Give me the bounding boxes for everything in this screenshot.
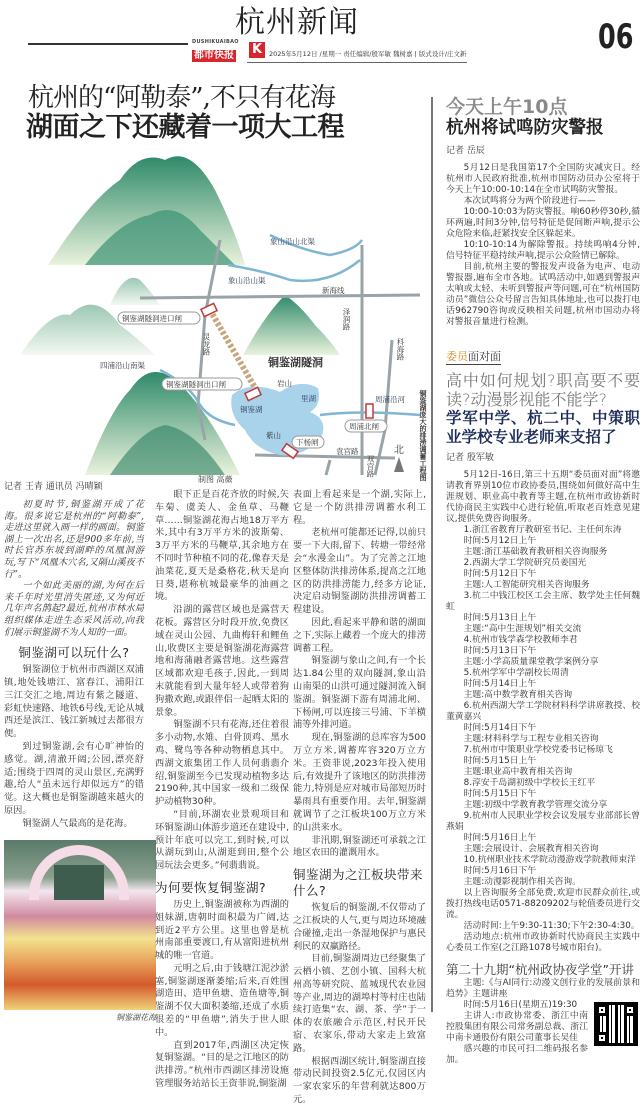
- paragraph: 10:10-10:14为解除警报。持续鸣响4分钟,信号特征平稳持续声响,提示公众险情已解除。: [446, 240, 640, 261]
- consult-list-item: 主题:会展设计、会展教育相关咨询: [463, 844, 599, 854]
- consult-list-item: 时间:5月14日上午: [463, 679, 537, 689]
- column-tag-highlight: 委员: [446, 350, 468, 363]
- paragraph: 主讲人:市政协常委、浙江中南控股集团有限公司常务副总裁、浙江中南卡通股份有限公司董事长吴佳: [446, 1011, 588, 1043]
- consult-list-item: 主题:初级中学教育教学管理交流分享: [463, 800, 608, 810]
- map-label: 铜鉴湖隧洞出口闸: [166, 380, 226, 389]
- byline: 记者 王青 通讯员 冯晴颖: [4, 482, 103, 492]
- flower-field-photo: [4, 840, 156, 1010]
- article-column-2: [155, 489, 289, 1091]
- article-column-1: [4, 481, 156, 1023]
- map-label: 周浦北闸: [349, 422, 379, 431]
- paragraph: 以上咨询服务全部免费,欢迎市民群众前往,或拨打热线电话0571-88209202与轮值委员进行交流。: [446, 888, 640, 920]
- byline: 记者 殷军敏: [446, 453, 494, 463]
- paragraph: 目前,杭州主要的警报发声设备为电声、电动警报器,遍布全市各地。试鸣活动中,如遇到警报声太响或太轻、未听到警报声等问题,可在“杭州国防动员”微信公众号留言告知具体地址,也可以拨打电话962790咨询或反映相关问题,杭州市国动办将对警报音量进行检测。: [446, 262, 640, 327]
- right-column: [446, 97, 640, 1066]
- consult-list-item: 时间:5月16日下午: [463, 866, 537, 876]
- qr-code-icon[interactable]: [594, 1002, 638, 1046]
- divider: [28, 43, 188, 45]
- side-article-title: 学军中学、杭二中、中策职业学校专业老师来支招了: [446, 409, 640, 446]
- map-label: 下杨闸: [296, 438, 319, 447]
- column-divider: [431, 97, 433, 1012]
- north-arrow-icon: [394, 457, 404, 472]
- map-illustration: [0, 140, 430, 480]
- paragraph: 5月12日是我国第17个全国防灾减灾日。经杭州市人民政府批准,杭州市国防动员办公室将于今天上午10:00-10:14在全市试鸣防灾警报。: [446, 163, 640, 195]
- consult-list-item: 3.杭二中钱江校区工会主席、数学处主任何魏虹: [446, 591, 640, 612]
- headline: 湖面之下还藏着一项大工程: [26, 112, 344, 143]
- paragraph: 眼下正是百花齐放的时候,矢车菊、虞美人、金鱼草、马鞭草……铜鉴湖花海占地18万平方米,其中有3万平方米的波斯菊、3万平方米的马鞭草,其余地方在不同时节种植不同的花,像春天是油菜花,夏天是桑格花,秋天是向日葵,堪称杭城最豪华的油画之境。: [155, 489, 289, 603]
- consult-list-item: 5.杭州学军中学副校长周清: [463, 668, 569, 678]
- dateline: 2025年5月12日 /星期一 责任编辑/殷军敏 魏树嘉 | 版式设计/庄文新: [269, 50, 467, 58]
- map-label: 周浦沿河: [375, 395, 405, 404]
- divider: [247, 62, 467, 63]
- side-article-title: 杭州将试鸣防灾警报: [446, 118, 604, 138]
- page-number: 06: [598, 17, 634, 57]
- side-article-alarm: [446, 145, 640, 328]
- consult-list-item: 时间:5月14日下午: [463, 723, 537, 733]
- paragraph: 铜鉴湖人气最高的是花海。: [22, 817, 133, 829]
- subheading: 为何要恢复铜鉴湖?: [155, 879, 267, 895]
- consult-list-item: 时间:5月15日上午: [463, 756, 537, 766]
- consult-list-item: 1.浙江省教育厅教研室书记、主任何东涛: [463, 525, 622, 535]
- paragraph: 活动地点:杭州市政协新时代协商民主实践中心委员工作室(之江路1078号城市阳台)。: [446, 932, 640, 953]
- paragraph: 表面上看起来是一个湖,实际上,它是一个防洪排涝调蓄水利工程。: [293, 489, 426, 526]
- paragraph: 一个如此美丽的湖,为何在后来千年时光里消失匿迹,又为何近几年声名鹊起?最近,杭州市林水局组织媒体走进生态采风活动,向我们展示铜鉴湖不为人知的一面。: [4, 580, 144, 638]
- headline-kicker: 杭州的“阿勒泰”,不只有花海: [28, 83, 335, 113]
- newspaper-logo: [192, 40, 246, 62]
- side-article-question: 高中如何规划?职高要不要读?动漫影视能不能学?: [446, 371, 640, 409]
- column-tag-rest: 面对面: [468, 350, 501, 363]
- consult-list-item: 8.淳安千岛湖初级中学校长王红平: [463, 778, 596, 788]
- paragraph: 现在,铜鉴湖的总库容为500万立方米,调蓄库容320万立方米。王资菲说,2023年投入使用后,有效提升了该地区的防洪排涝能力,特别是应对城市局部短历时暴雨具有重要作用。去年,铜鉴湖就调节了之江板块100万立方米的山洪来水。: [293, 732, 426, 833]
- map-label: 象山沿山北渠: [270, 237, 315, 246]
- map-label: 紫山: [266, 431, 281, 440]
- map-label: 铜鉴湖隧洞进口闸: [122, 314, 182, 323]
- paragraph: 恢复后的铜鉴湖,不仅带动了之江板块的人气,更与周边环境融合碰撞,走出一条湿地保护与惠民利民的双赢路径。: [293, 902, 426, 952]
- paragraph: 铜鉴湖与象山之间,有一个长达1.84公里的双向隧洞,象山沿山南渠的山洪可通过隧洞流入铜鉴湖。铜鉴湖下游有周浦北闸、下杨闸,可以连接三号浦、下羊横浦等外排河道。: [293, 655, 426, 731]
- consult-list-item: 主题:职业高中教育相关咨询: [463, 767, 573, 777]
- logo-cn: 都市快报: [194, 50, 234, 61]
- consult-list-item: 7.杭州市中策职业学校党委书记杨琼飞: [463, 745, 613, 755]
- paragraph: 铜鉴湖不只有花海,还住着很多小动物,水雉、白骨顶鸡、黑水鸡、鹭鸟等各种动物栖息其中。西湖文旅集团工作人员何翡翡介绍,铜鉴湖至今已发现动植物多达2190种,其中国家一级和二级保护动植物30种。: [155, 719, 289, 808]
- logo-k-icon: K: [249, 42, 265, 58]
- map-label: 里湖: [301, 394, 316, 403]
- lecture-notice: [446, 978, 640, 1066]
- article-column-3: [293, 489, 426, 1107]
- paragraph: 活动时间:上午9:30-11:30;下午2:30-4:30。: [463, 921, 640, 931]
- paragraph: 沿湖的露营区域也是露营天花板。露营区分时段开放,免费区域在灵山公园、九曲梅轩和鲤鱼山,收费区主要是铜鉴湖花海露营地和海蒲融者露营地。这些露营区域都欢迎毛孩子,因此,一到周末就能看到大量年轻人或带着狗狗撒欢跑,或跟伴侣一起晒太阳的景象。: [155, 604, 289, 718]
- map-label: 新海线: [322, 286, 345, 295]
- consult-list-item: 时间:5月13日下午: [463, 646, 537, 656]
- paragraph: 元明之后,由于钱塘江泥沙淤塞,铜鉴湖逐渐萎缩;后来,百姓围湖造田、造甲鱼塘、造鱼塘等,铜鉴湖不仅大面积萎缩,还成了水质很差的“甲鱼塘”,消失于世人眼中。: [155, 962, 289, 1038]
- paragraph: 主题:《与AI同行:动漫文创行业的发展前景和趋势》主题讲座: [446, 978, 640, 999]
- article-intro: [4, 499, 144, 638]
- paragraph: 因此,看起来平静和谐的湖面之下,实际上藏着一个庞大的排涝调蓄工程。: [293, 616, 426, 654]
- paragraph: 初夏时节,铜鉴湖开成了花海。很多说它是杭州的“阿勒泰”,走进这里就入画一样的画面。铜鉴湖上一次出名,还是900多年前,当时长官苏东坡到湖畔的凤凰洞游玩,写下“凤凰木穴名,又隔山溪夜不行”。: [4, 499, 144, 580]
- side-article-kicker: 今天上午10点: [446, 96, 568, 118]
- subheading: 第二十九期“杭州政协夜学堂”开讲: [446, 962, 634, 977]
- consult-list-item: 时间:5月12日上午: [463, 536, 537, 546]
- paragraph: 5月12日-16日,第三十五期“委员面对面”将邀请教育界别10位市政协委员,围绕如何做好高中生涯规划、职业高中教育等主题,在杭州市政协新时代协商民主实践中心进行轮值,听取老百姓意见建议,提供免费咨询服务。: [446, 470, 640, 524]
- logo-en: DUSHIKUAIBAO: [192, 39, 239, 45]
- side-article-consult: [446, 452, 640, 954]
- byline: 记者 岳辰: [446, 146, 485, 156]
- consult-list-item: 时间:5月16日上午: [463, 833, 537, 843]
- consult-list-item: 时间:5月12日下午: [463, 569, 537, 579]
- map-label: 岩山: [277, 379, 292, 388]
- map-caption: 铜鉴湖庞大的排涝调蓄工程图: [419, 390, 427, 481]
- subheading: 铜鉴湖可以玩什么?: [18, 645, 130, 661]
- map-label: 袁宫路: [336, 447, 359, 456]
- consult-list-item: 2.西湖大学工学院研究员姜国光: [463, 558, 587, 568]
- paragraph: 铜鉴湖位于杭州市西湖区双浦镇,地处钱塘江、富春江、浦阳江三江交汇之地,周边有紫之隧道、彩虹快速路、地铁6号线,无论从城西还是滨江、钱江新城过去都很方便。: [4, 664, 144, 740]
- consult-list-item: 主题:“高中生涯规划”相关交流: [463, 624, 582, 634]
- consult-list-item: 时间:5月13日上午: [463, 613, 537, 623]
- paragraph: 10:00-10:03为防灾警报。响60秒停30秒,循环两遍,时间3分钟,信号特征是促间断声响,提示公众危险来临,赶紧找安全区躲起来。: [446, 207, 640, 239]
- paragraph: “目前,环湖农业景观项目和环铜鉴湖山体游步道还在建设中,预计年底可以完工,到时候,可以从湖玩到山,从湖逛到田,整个公园玩法会更多。”何翡翡说。: [155, 808, 289, 872]
- map-label: 象山沿山渠: [228, 276, 266, 285]
- paragraph: 本次试鸣将分为两个阶段进行——: [463, 196, 596, 206]
- map-label: 灵龙路: [202, 333, 211, 356]
- paragraph: 根据西湖区统计,铜鉴湖直接带动民间投资2.5亿元,仅园区内一家农家乐的年营利就达800万元。: [293, 1055, 426, 1106]
- map-label: 泽润路: [342, 308, 351, 331]
- consult-list-item: 主题:小学高质量课堂教学案例分享: [463, 657, 599, 667]
- map-label: 双宫路: [366, 455, 375, 478]
- paragraph: 非汛期,铜鉴湖还可承载之江地区农田的灌溉用水。: [293, 834, 426, 859]
- paragraph: 目前,铜鉴湖周边已经聚集了云栖小镇、艺创小镇、国科大杭州高等研究院、蓝城现代农业园等产业,周边的湖埠村等村庄也陆续打造集“农、湖、茶、学”于一体的农旅融合示范区,村民开民宿、农家乐,带动大家走上致富路。: [293, 953, 426, 1054]
- map-label: 四浦沿山南渠: [100, 361, 145, 370]
- consult-list-item: 9.杭州市人民职业学校会议发展专业部部长曾燕娟: [446, 811, 640, 832]
- north-label: 北: [394, 445, 404, 456]
- consult-list-item: 10.杭州职业技术学院动漫游戏学院教师束洋: [463, 855, 636, 865]
- map-credit: 制图 高薇: [198, 475, 233, 484]
- paragraph: 感兴趣的市民可扫二维码报名参加。: [446, 1044, 588, 1065]
- paragraph: 历史上,铜鉴湖被称为西湖的姐妹湖,唐朝时面积最为广阔,达到近2平方公里。这里也曾是杭州南部重要渡口,有从富阳进杭州城的唯一官道。: [155, 898, 289, 962]
- paragraph: 老杭州可能都还记得,以前只要一下大雨,留下、转塘一带经常会“水漫金山”。为了完善之江地区整体防洪排涝体系,提高之江地区的防洪排涝能力,经多方论证,决定启动铜鉴湖防洪排涝调蓄工程建设。: [293, 527, 426, 616]
- consult-list-item: 主题:动漫影视制作相关咨询。: [463, 877, 581, 887]
- paragraph: 时间:5月16日(星期五)19:30: [463, 1000, 578, 1010]
- subheading: 铜鉴湖为之江板块带来什么?: [293, 867, 424, 899]
- paragraph: 直到2017年,西湖区决定恢复铜鉴湖。“目的是之江地区的防洪排涝。”杭州市西湖区排涝设施管理服务站站长王资菲说,铜鉴湖: [155, 1039, 289, 1090]
- consult-list: [446, 525, 640, 888]
- map-label: 科海路: [396, 338, 405, 361]
- map-label: 铜鉴湖隧洞: [268, 356, 323, 369]
- section-title: 杭州新闻: [235, 5, 359, 40]
- map-label: 铜鉴湖: [240, 405, 263, 414]
- consult-list-item: 主题:浙江基础教育教研相关咨询服务: [463, 547, 608, 557]
- consult-list-item: 主题:人工智能研究相关咨询服务: [463, 580, 590, 590]
- consult-list-item: 6.杭州西湖大学工学院材料科学讲席教授、校董黄嘉兴: [446, 701, 640, 722]
- photo-caption: 铜鉴湖花海: [116, 1013, 156, 1023]
- column-tag: [446, 350, 501, 365]
- consult-list-item: 主题:材料科学与工程专业相关咨询: [463, 734, 599, 744]
- consult-list-item: 时间:5月15日下午: [463, 789, 537, 799]
- consult-list-item: 主题:高中数学教育相关咨询: [463, 690, 573, 700]
- consult-list-item: 4.杭州市钱学森学校教师李君: [463, 635, 578, 645]
- paragraph: 到过铜鉴湖,会有心旷神怡的感觉。湖,清澈开阔;公园,漂亮舒适;围绕于四周的灵山景区,充满野趣,给人“虽未远行却似远方”的错觉。这大概也是铜鉴湖越来越火的原因。: [4, 740, 144, 816]
